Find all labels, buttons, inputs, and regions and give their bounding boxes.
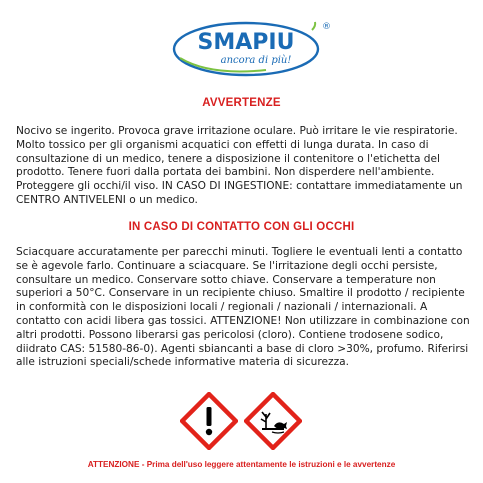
footer-warning: ATTENZIONE - Prima dell'uso leggere attentamente le istruzioni e le avvertenze [87, 460, 396, 469]
registered-mark: ® [322, 22, 331, 32]
logo-swoosh-icon [170, 18, 330, 80]
environment-hazard-icon [244, 392, 302, 450]
eye-contact-heading: IN CASO DI CONTATTO CON GLI OCCHI [128, 221, 355, 233]
hazard-pictograms [180, 392, 304, 454]
logo-tagline-text: ancora di più! [220, 55, 292, 66]
eye-contact-text: Sciacquare accuratamente per parecchi minuti. Togliere le eventuali lenti a contatto se è agevole farlo. Continuare a sciacquare. Se l'irritazione degli occhi persiste, consultare un medico. Conservare sotto chiave. Conservare a temperature non superiori a 50°C. Conservare in un recipiente chiuso. Smaltire il prodotto / recipiente in conformità con le disposizioni locali / regionali / nazionali / internazionali. A contatto con acidi libera gas tossici. ATTENZIONE! Non utilizzare in combinazione con altri prodotti. Possono liberarsi gas pericolosi (cloro). Contiene trodosene sodico, diidrato CAS: 51580-86-0). Agenti sbiancanti a base di cloro >30%, profumo. Riferirsi alle istruzioni speciali/schede informative materia di sicurezza. [16, 246, 470, 369]
warnings-heading: AVVERTENZE [202, 97, 281, 109]
warnings-text: Nocivo se ingerito. Provoca grave irritazione oculare. Può irritare le vie respiratorie. Molto tossico per gli organismi acquatici con effetti di lunga durata. In caso di consultazione di un medico, tenere a disposizione il contenitore o l'etichetta del prodotto. Tenere fuori dalla portata dei bambini. Non disperdere nell'ambiente. Proteggere gli occhi/il viso. IN CASO DI INGESTIONE: contattare immediatamente un CENTRO ANTIVELENI o un medico. [16, 125, 463, 206]
brand-logo [170, 18, 330, 80]
logo-brand-text: SMAPIU [197, 30, 295, 55]
exclamation-hazard-icon [180, 392, 238, 450]
